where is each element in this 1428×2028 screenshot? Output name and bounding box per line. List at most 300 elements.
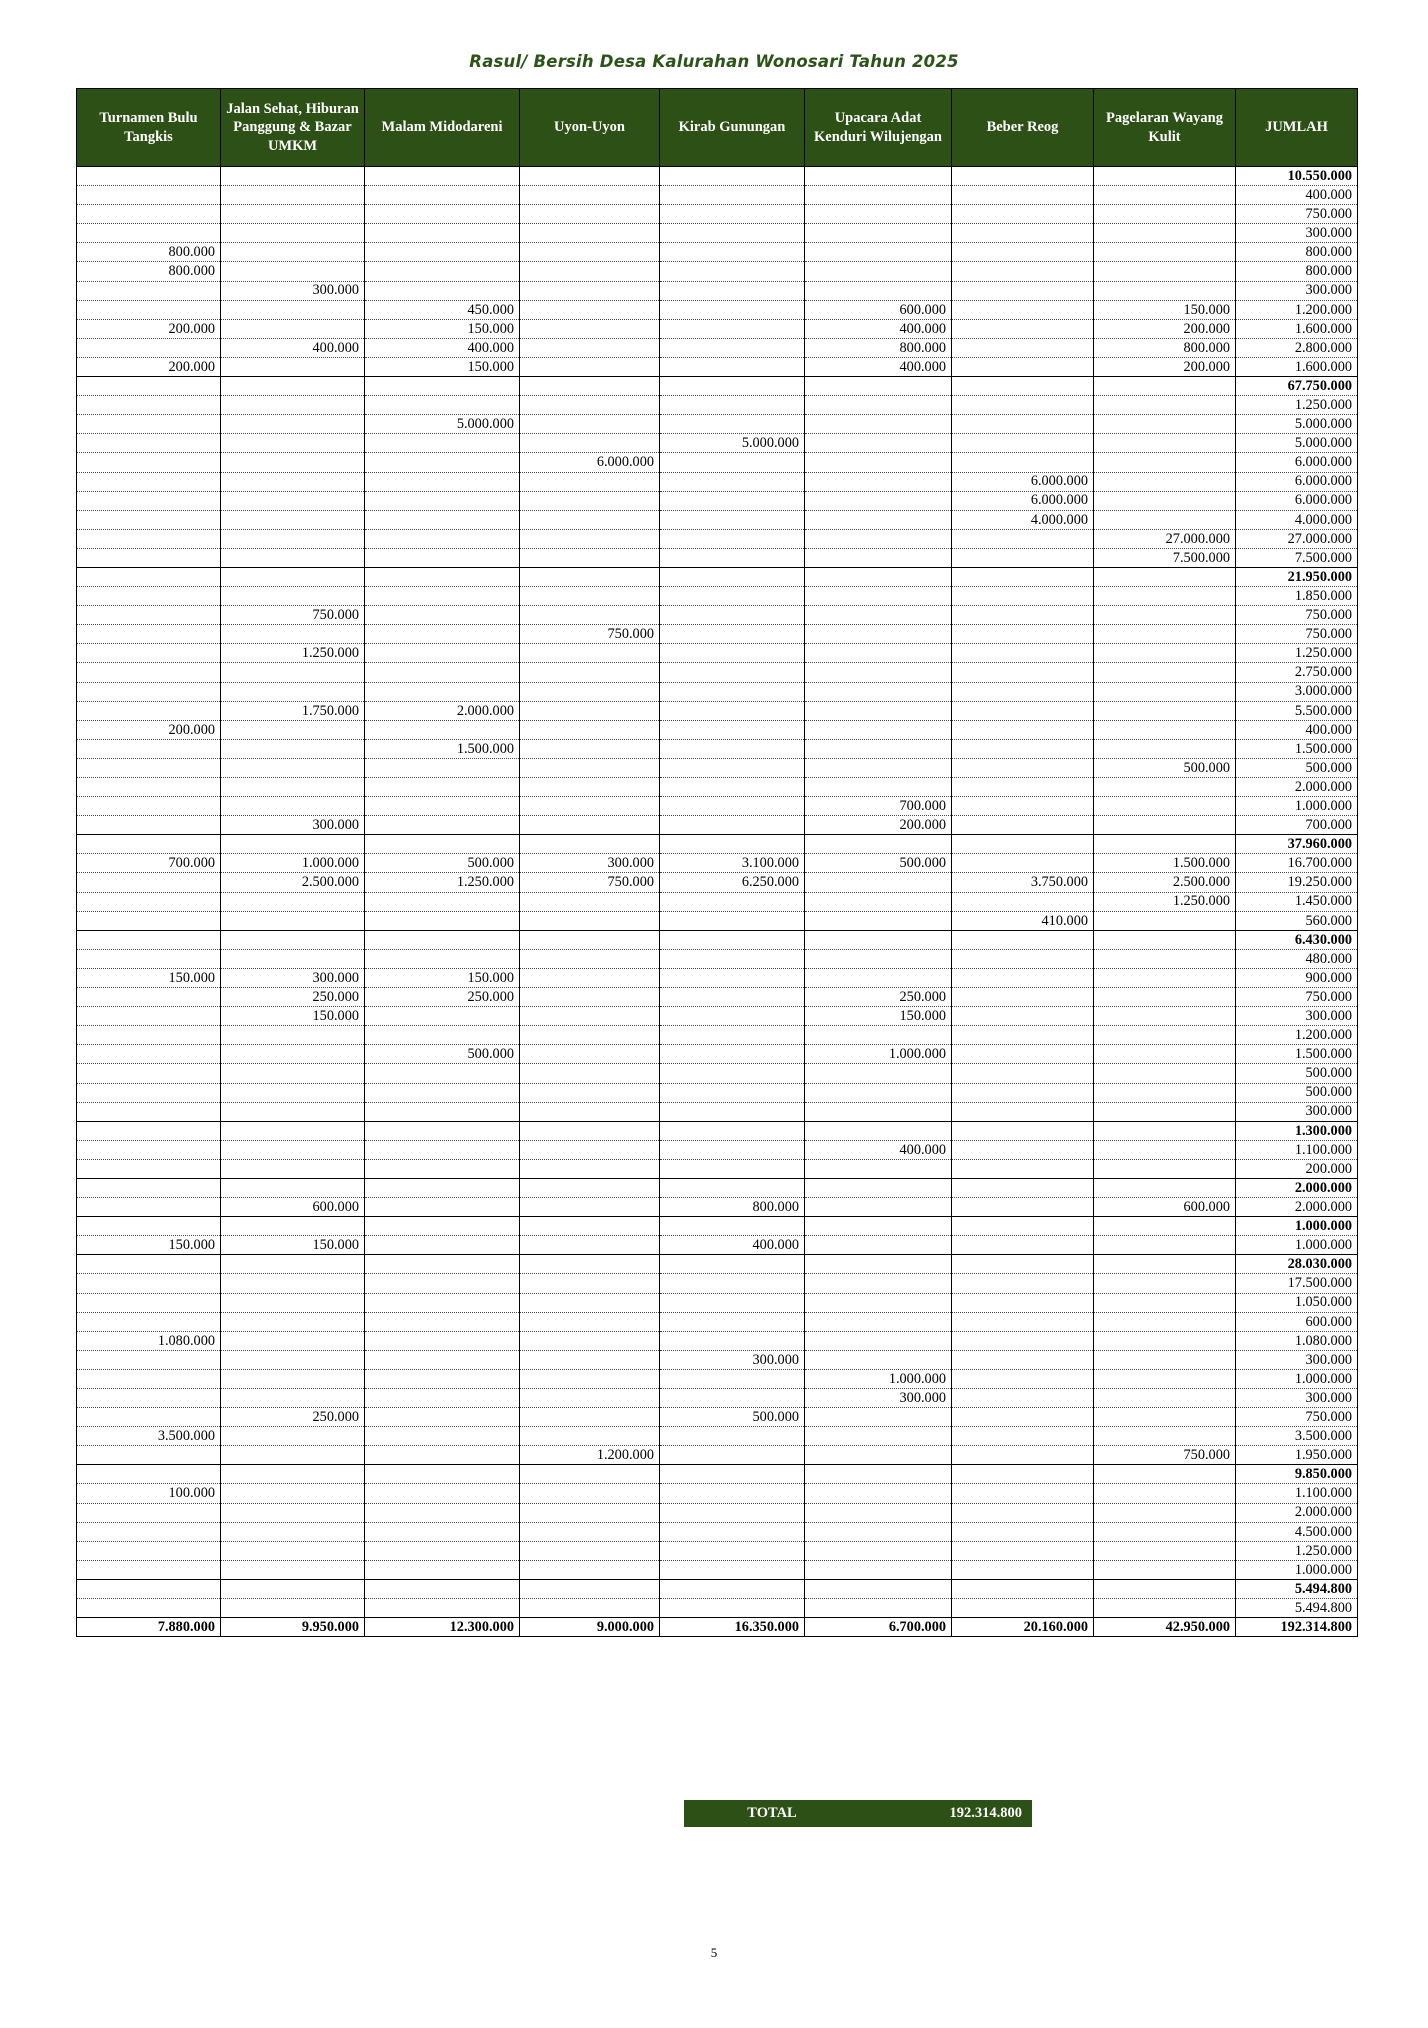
cell-amount [520,224,660,243]
cell-amount [805,1446,952,1465]
cell-amount [77,778,221,797]
cell-jumlah: 1.600.000 [1236,357,1358,376]
cell-amount [660,892,805,911]
cell-amount [660,1465,805,1484]
cell-amount [660,816,805,835]
cell-amount: 300.000 [520,854,660,873]
cell-amount [77,529,221,548]
cell-amount [952,1312,1094,1331]
cell-jumlah: 5.000.000 [1236,415,1358,434]
cell-amount [365,472,520,491]
cell-amount [1094,968,1236,987]
column-header-jalan-sehat-hiburan-panggung-bazar-umkm: Jalan Sehat, Hiburan Panggung & Bazar UMKM [221,89,365,167]
table-header-row [77,89,1358,167]
cell-amount: 800.000 [805,338,952,357]
cell-amount [221,548,365,567]
cell-amount [660,319,805,338]
cell-amount [520,1026,660,1045]
cell-jumlah: 1.250.000 [1236,396,1358,415]
cell-amount: 400.000 [221,338,365,357]
cell-jumlah: 1.300.000 [1236,1121,1358,1140]
cell-amount [221,1331,365,1350]
cell-amount [952,1045,1094,1064]
cell-amount [660,1064,805,1083]
cell-amount [520,529,660,548]
cell-amount [1094,930,1236,949]
cell-amount [365,911,520,930]
cell-jumlah: 1.200.000 [1236,1026,1358,1045]
cell-amount [365,434,520,453]
cell-jumlah: 800.000 [1236,243,1358,262]
cell-amount [221,1484,365,1503]
table-row [77,682,1358,701]
cell-jumlah: 16.700.000 [1236,854,1358,873]
cell-amount [952,1178,1094,1197]
cell-amount [805,949,952,968]
cell-amount [221,911,365,930]
budget-table [76,88,1358,1637]
cell-amount [660,1599,805,1618]
cell-amount [952,720,1094,739]
table-row [77,319,1358,338]
cell-amount [77,1293,221,1312]
cell-amount [77,1522,221,1541]
table-row [77,1522,1358,1541]
cell-amount: 1.200.000 [520,1446,660,1465]
cell-amount [660,587,805,606]
table-row [77,758,1358,777]
cell-amount [805,739,952,758]
cell-amount [1094,1331,1236,1350]
cell-jumlah: 2.000.000 [1236,1178,1358,1197]
cell-jumlah: 500.000 [1236,1064,1358,1083]
cell-jumlah: 1.000.000 [1236,1236,1358,1255]
footer-total-cell: 9.000.000 [520,1618,660,1637]
cell-amount: 800.000 [77,243,221,262]
cell-jumlah: 480.000 [1236,949,1358,968]
cell-amount [520,1579,660,1598]
cell-jumlah: 750.000 [1236,625,1358,644]
cell-jumlah: 300.000 [1236,1350,1358,1369]
cell-amount [952,587,1094,606]
cell-amount [77,396,221,415]
cell-amount: 200.000 [805,816,952,835]
cell-amount [365,797,520,816]
cell-amount: 5.000.000 [365,415,520,434]
cell-amount [520,816,660,835]
cell-amount [805,472,952,491]
table-footer-row [77,1618,1358,1637]
cell-jumlah: 3.000.000 [1236,682,1358,701]
cell-amount [805,644,952,663]
cell-amount [1094,1484,1236,1503]
cell-amount [1094,1217,1236,1236]
table-row [77,988,1358,1007]
cell-amount [1094,491,1236,510]
cell-jumlah: 9.850.000 [1236,1465,1358,1484]
total-label: TOTAL [747,1805,797,1821]
table-row [77,1331,1358,1350]
cell-amount [520,415,660,434]
cell-amount [952,281,1094,300]
cell-amount [1094,1560,1236,1579]
table-row [77,1408,1358,1427]
table-body [77,167,1358,1637]
cell-amount [221,1274,365,1293]
cell-jumlah: 500.000 [1236,1083,1358,1102]
cell-amount: 400.000 [660,1236,805,1255]
cell-amount [77,205,221,224]
cell-amount [952,701,1094,720]
cell-amount [365,510,520,529]
cell-amount [805,1293,952,1312]
cell-amount [365,167,520,186]
table-row [77,1159,1358,1178]
cell-jumlah: 4.500.000 [1236,1522,1358,1541]
cell-amount [77,1465,221,1484]
cell-amount [805,434,952,453]
cell-amount [660,357,805,376]
cell-amount [520,663,660,682]
cell-amount [520,1007,660,1026]
cell-amount [77,300,221,319]
cell-amount [952,606,1094,625]
cell-amount [520,1560,660,1579]
cell-jumlah: 750.000 [1236,1408,1358,1427]
cell-amount [520,1083,660,1102]
cell-amount [221,1522,365,1541]
cell-amount [520,186,660,205]
cell-amount [1094,797,1236,816]
cell-amount [660,224,805,243]
footer-total-cell: 192.314.800 [1236,1618,1358,1637]
cell-amount [805,873,952,892]
cell-amount [520,300,660,319]
cell-amount [660,625,805,644]
cell-amount [77,1274,221,1293]
cell-amount [221,205,365,224]
cell-amount [952,1217,1094,1236]
cell-jumlah: 1.250.000 [1236,644,1358,663]
cell-jumlah: 1.950.000 [1236,1446,1358,1465]
cell-jumlah: 5.494.800 [1236,1599,1358,1618]
cell-amount [952,1408,1094,1427]
cell-amount [660,739,805,758]
cell-amount [952,1331,1094,1350]
cell-amount [660,567,805,586]
cell-amount [221,1389,365,1408]
cell-amount [77,224,221,243]
cell-amount [520,778,660,797]
table-row [77,816,1358,835]
table-row [77,1579,1358,1598]
cell-amount [365,1350,520,1369]
cell-amount [221,224,365,243]
cell-jumlah: 1.100.000 [1236,1484,1358,1503]
cell-amount: 400.000 [805,319,952,338]
table-row [77,606,1358,625]
cell-amount [952,243,1094,262]
cell-amount [805,625,952,644]
cell-amount [365,1236,520,1255]
cell-amount: 2.500.000 [1094,873,1236,892]
cell-amount [952,262,1094,281]
table-row [77,548,1358,567]
table-row [77,510,1358,529]
cell-amount [77,835,221,854]
cell-amount [952,434,1094,453]
cell-amount [1094,949,1236,968]
table-row [77,300,1358,319]
cell-amount [221,1312,365,1331]
table-row [77,396,1358,415]
cell-amount [660,930,805,949]
cell-jumlah: 1.450.000 [1236,892,1358,911]
cell-amount [1094,1522,1236,1541]
cell-amount [952,415,1094,434]
cell-amount [660,1102,805,1121]
cell-amount [952,835,1094,854]
table-row [77,1312,1358,1331]
table-row [77,930,1358,949]
cell-jumlah: 2.000.000 [1236,778,1358,797]
cell-amount: 400.000 [805,1140,952,1159]
cell-amount [1094,1007,1236,1026]
cell-amount [77,1350,221,1369]
cell-amount [952,186,1094,205]
cell-amount [520,1503,660,1522]
cell-amount [1094,1579,1236,1598]
table-row [77,1236,1358,1255]
cell-amount [221,1026,365,1045]
cell-amount [660,949,805,968]
cell-amount: 600.000 [1094,1198,1236,1217]
page-number: 5 [710,1945,718,1960]
cell-amount [660,1217,805,1236]
cell-amount [77,491,221,510]
cell-amount: 7.500.000 [1094,548,1236,567]
footer-total-cell: 16.350.000 [660,1618,805,1637]
cell-amount [660,1484,805,1503]
column-header-beber-reog: Beber Reog [952,89,1094,167]
cell-amount [77,625,221,644]
cell-amount [952,930,1094,949]
cell-amount [221,930,365,949]
cell-amount [1094,281,1236,300]
cell-amount [77,587,221,606]
table-row [77,1178,1358,1197]
cell-amount [1094,415,1236,434]
cell-amount [365,682,520,701]
cell-jumlah: 4.000.000 [1236,510,1358,529]
cell-amount [1094,567,1236,586]
table-row [77,1140,1358,1159]
cell-amount [221,1140,365,1159]
cell-amount [520,1198,660,1217]
cell-amount [221,587,365,606]
cell-amount [805,1217,952,1236]
cell-amount [805,1255,952,1274]
cell-amount: 6.000.000 [952,491,1094,510]
cell-amount [660,1083,805,1102]
cell-amount [805,587,952,606]
cell-amount [365,587,520,606]
cell-amount: 150.000 [221,1236,365,1255]
cell-jumlah: 750.000 [1236,205,1358,224]
cell-amount [77,1599,221,1618]
table-row [77,835,1358,854]
cell-amount [365,1331,520,1350]
cell-amount [520,949,660,968]
cell-amount [77,949,221,968]
cell-amount: 300.000 [221,968,365,987]
table-row [77,1389,1358,1408]
cell-amount [805,510,952,529]
cell-amount [805,1408,952,1427]
cell-amount [660,1503,805,1522]
cell-amount [805,1159,952,1178]
cell-amount [952,1236,1094,1255]
column-header-uyon-uyon: Uyon-Uyon [520,89,660,167]
table-row [77,1026,1358,1045]
cell-amount: 250.000 [221,1408,365,1427]
table-row [77,854,1358,873]
cell-amount [77,1064,221,1083]
cell-amount [365,930,520,949]
cell-amount [1094,720,1236,739]
table-row [77,1102,1358,1121]
cell-amount [805,1465,952,1484]
cell-amount: 600.000 [221,1198,365,1217]
cell-amount [77,1312,221,1331]
cell-amount [77,377,221,396]
cell-amount [77,281,221,300]
column-header-jumlah: JUMLAH [1236,89,1358,167]
cell-amount [660,529,805,548]
cell-amount [805,1599,952,1618]
cell-amount [520,396,660,415]
cell-amount: 200.000 [1094,357,1236,376]
table-row [77,377,1358,396]
cell-amount [952,338,1094,357]
cell-amount: 300.000 [660,1350,805,1369]
cell-amount [365,720,520,739]
cell-amount [221,625,365,644]
cell-amount: 2.500.000 [221,873,365,892]
cell-amount [805,1102,952,1121]
cell-amount [952,1198,1094,1217]
cell-jumlah: 19.250.000 [1236,873,1358,892]
total-value: 192.314.800 [949,1805,1022,1821]
cell-amount [952,1255,1094,1274]
cell-amount [660,911,805,930]
cell-amount: 150.000 [1094,300,1236,319]
cell-amount [952,1446,1094,1465]
cell-jumlah: 67.750.000 [1236,377,1358,396]
cell-amount [952,644,1094,663]
cell-amount: 800.000 [660,1198,805,1217]
cell-amount [365,1083,520,1102]
cell-amount [77,338,221,357]
cell-amount [805,1236,952,1255]
cell-amount [1094,1236,1236,1255]
cell-amount [1094,167,1236,186]
table-row [77,1427,1358,1446]
cell-amount [660,1522,805,1541]
cell-amount [221,1083,365,1102]
cell-amount [805,281,952,300]
cell-amount [221,529,365,548]
cell-amount [520,472,660,491]
cell-amount [660,1121,805,1140]
cell-amount [77,892,221,911]
cell-amount [365,1599,520,1618]
cell-amount [77,1389,221,1408]
cell-amount [805,186,952,205]
cell-jumlah: 300.000 [1236,224,1358,243]
cell-amount: 250.000 [365,988,520,1007]
cell-amount [1094,1274,1236,1293]
cell-amount [952,1369,1094,1388]
cell-jumlah: 300.000 [1236,281,1358,300]
cell-amount [805,1064,952,1083]
cell-amount [660,1427,805,1446]
cell-amount [952,396,1094,415]
table-row [77,186,1358,205]
cell-amount [520,1522,660,1541]
footer-total-cell: 20.160.000 [952,1618,1094,1637]
cell-amount [952,1427,1094,1446]
column-header-malam-midodareni: Malam Midodareni [365,89,520,167]
cell-amount [221,472,365,491]
cell-jumlah: 5.500.000 [1236,701,1358,720]
cell-amount [952,1102,1094,1121]
cell-amount [660,720,805,739]
cell-amount [952,548,1094,567]
cell-amount [520,1408,660,1427]
cell-amount [221,758,365,777]
cell-amount [365,1274,520,1293]
cell-amount [1094,262,1236,281]
cell-amount [365,1255,520,1274]
cell-amount [520,1159,660,1178]
table-row [77,701,1358,720]
cell-amount [221,949,365,968]
cell-amount [365,224,520,243]
cell-amount [1094,224,1236,243]
table-row [77,1484,1358,1503]
cell-jumlah: 1.500.000 [1236,739,1358,758]
cell-amount [952,453,1094,472]
total-strip [684,1800,1032,1827]
cell-amount: 4.000.000 [952,510,1094,529]
cell-amount [221,1369,365,1388]
cell-amount [365,816,520,835]
table-row [77,434,1358,453]
cell-amount: 750.000 [1094,1446,1236,1465]
cell-jumlah: 1.000.000 [1236,797,1358,816]
table-row [77,949,1358,968]
cell-jumlah: 1.600.000 [1236,319,1358,338]
cell-amount [952,892,1094,911]
table-row [77,1446,1358,1465]
cell-amount [805,1178,952,1197]
cell-amount [77,682,221,701]
cell-amount [520,167,660,186]
cell-amount [805,1503,952,1522]
cell-amount [520,1140,660,1159]
cell-amount [365,1293,520,1312]
